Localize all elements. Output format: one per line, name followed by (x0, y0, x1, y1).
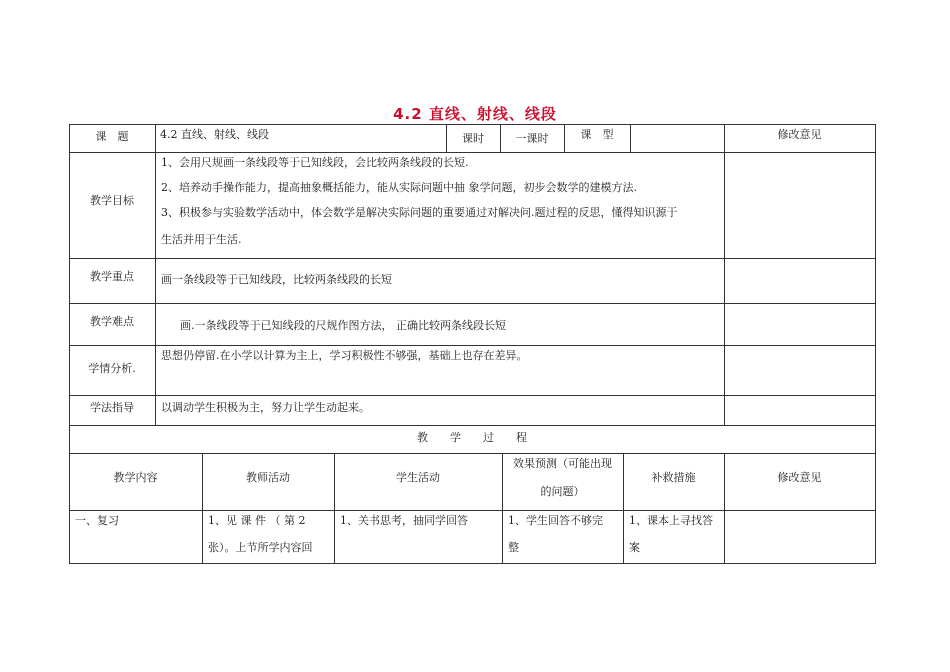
analysis-value: 思想仍停留.在小学以计算为主上，学习积极性不够强，基础上也存在差异。 (161, 349, 528, 362)
goal-line: 3、积极参与实验数学活动中，体会数学是解决实际问题的重要通过对解决问.题过程的反思，懂得知识源于 (161, 206, 678, 219)
analysis-label: 学情分析. (88, 362, 136, 375)
difficulty-label: 教学难点 (90, 315, 134, 328)
table-border (69, 124, 70, 563)
process-title: 教 学 过 程 (417, 431, 527, 444)
table-border (69, 563, 876, 564)
table-border (69, 124, 876, 125)
type-label: 课 型 (580, 128, 614, 141)
review-content: 一、复习 (75, 514, 119, 527)
period-value: 一课时 (515, 132, 549, 145)
table-border (630, 124, 631, 152)
header-effect: 效果预测（可能出现 (513, 457, 612, 470)
table-border (69, 152, 876, 153)
table-border (202, 453, 203, 563)
review-effect: 1、学生回答不够完 (508, 514, 603, 527)
review-effect: 整 (508, 541, 519, 554)
course-value: 4.2 直线、射线、线段 (160, 128, 269, 141)
difficulty-value: 画.一条线段等于已知线段的尺规作图方法， 正确比较两条线段长短 (180, 319, 506, 332)
table-border (155, 124, 156, 425)
header-teacher: 教师活动 (246, 471, 290, 484)
table-border (623, 453, 624, 563)
header-content: 教学内容 (113, 471, 158, 484)
revision-label: 修改意见 (777, 128, 822, 141)
review-student: 1、关书思考，抽同学回答 (340, 514, 468, 527)
document-title: 4.2 直线、射线、线段 (393, 105, 557, 123)
table-border (69, 258, 876, 259)
table-border (334, 453, 335, 563)
review-teacher: 张）。上节所学内容回 (208, 541, 313, 554)
review-remedy: 1、课本上寻找答 (629, 514, 713, 527)
table-border (875, 124, 876, 563)
period-label: 课时 (462, 132, 484, 145)
key-point-value: 画一条线段等于已知线段，比较两条线段的长短 (161, 273, 392, 286)
table-border (69, 425, 876, 426)
goal-line: 2、培养动手操作能力，提高抽象概括能力，能从实际问题中抽 象学问题，初步会数学的建模方法. (161, 181, 637, 194)
review-remedy: 案 (629, 541, 640, 554)
method-value: 以调动学生积极为主，努力让学生动起来。 (161, 401, 370, 414)
goal-line: 生活并用于生活. (161, 233, 242, 246)
header-student: 学生活动 (396, 471, 440, 484)
header-revision: 修改意见 (777, 471, 822, 484)
goals-label: 教学目标 (90, 194, 134, 207)
header-effect: 的问题） (540, 485, 585, 498)
header-remedy: 补救措施 (651, 471, 696, 484)
course-label: 课 题 (95, 130, 129, 143)
table-border (69, 453, 876, 454)
table-border (69, 395, 876, 396)
table-border (69, 345, 876, 346)
method-label: 学法指导 (90, 401, 134, 414)
goal-line: 1、会用尺规画一条线段等于已知线段，会比较两条线段的长短. (161, 156, 469, 169)
table-border (69, 303, 876, 304)
review-teacher: 1、见 课 件 （ 第 2 (208, 514, 306, 527)
table-border (69, 510, 876, 511)
key-point-label: 教学重点 (90, 270, 134, 283)
table-border (724, 124, 725, 425)
table-border (724, 453, 725, 563)
